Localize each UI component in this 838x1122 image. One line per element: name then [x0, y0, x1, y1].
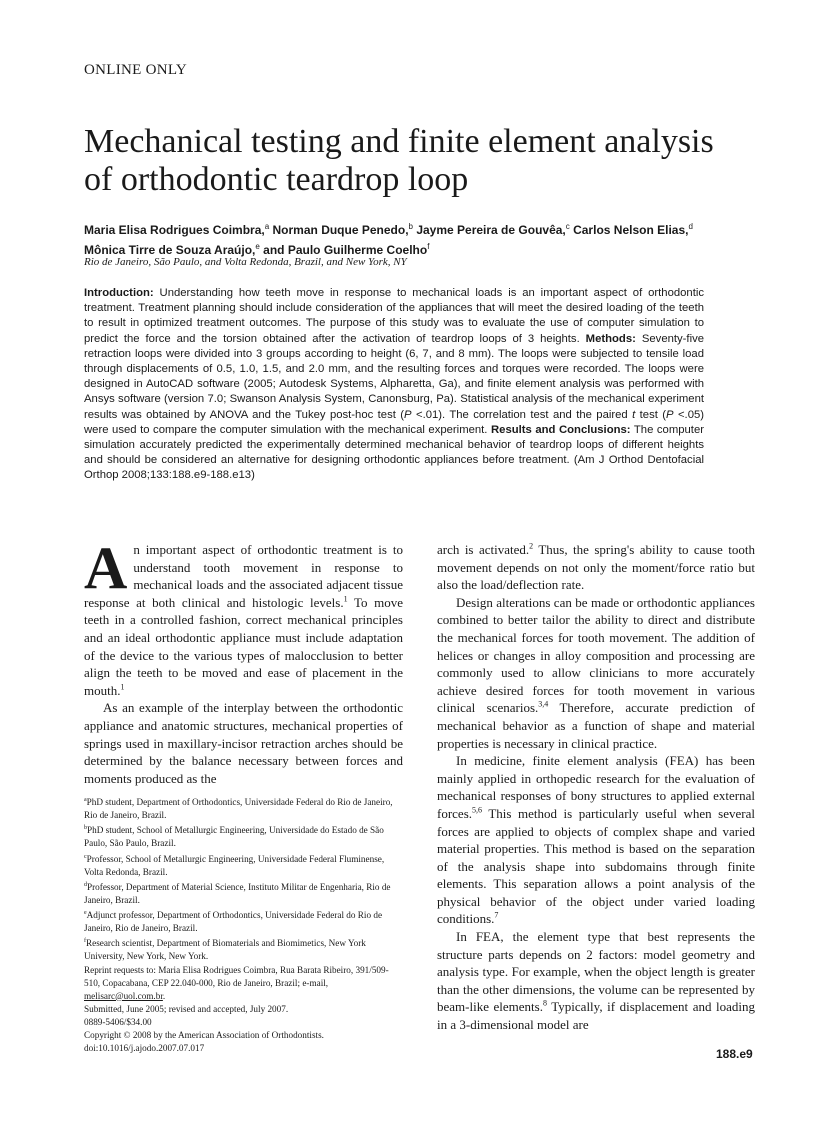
paragraph-text: Therefore, accurate prediction of mechanical behavior as a function of shape and material properties is necessary in clinical practice.: [437, 700, 755, 751]
affiliation-text: Professor, School of Metallurgic Engineering, Universidade Federal Fluminense, Volta Redonda, Brazil.: [84, 853, 385, 877]
author-locations: Rio de Janeiro, São Paulo, and Volta Redonda, Brazil, and New York, NY: [84, 256, 407, 268]
reprint-end: .: [162, 990, 166, 1001]
email-link[interactable]: melisarc@uol.com.br: [84, 990, 163, 1001]
paragraph-text: In medicine, finite element analysis (FEA) has been mainly applied in orthopedic research for the evaluation of mechanical responses of bony structures to applied external forces.: [437, 753, 755, 821]
citation: 8: [542, 999, 547, 1009]
paragraph: [437, 752, 755, 928]
affiliation-mark: b: [408, 222, 413, 231]
page-number: 188.e9: [716, 1047, 753, 1061]
affiliation-mark: f: [84, 938, 86, 945]
affiliation-mark: c: [84, 853, 87, 860]
submission-dates: Submitted, June 2005; revised and accepted, July 2007.: [84, 1003, 289, 1014]
paragraph: [437, 928, 755, 1034]
body-column-left: [84, 535, 403, 787]
affiliation-text: Research scientist, Department of Biomaterials and Biomimetics, New York University, New York, New York.: [84, 938, 366, 962]
paragraph: As an example of the interplay between the orthodontic appliance and anatomic structures, mechanical properties of springs used in maxillary-incisor retraction arches should be determined by the balance necessary between forces and moments produced as the: [84, 700, 403, 786]
issn: 0889-5406/$34.00: [84, 1016, 152, 1027]
abstract-results-label: Results and Conclusions:: [487, 423, 631, 436]
abstract-intro-label: Introduction:: [84, 287, 154, 299]
title-line-2: of orthodontic teardrop loop: [84, 161, 469, 198]
citation: 2: [529, 541, 534, 551]
author: Jayme Pereira de Gouvêa,: [416, 223, 566, 237]
affiliation-note: [84, 851, 403, 879]
abstract-methods-2: <.01). The correlation test and the paired: [411, 408, 633, 421]
abstract-methods-4: <.05) were used to compare the computer simulation with the mechanical experiment.: [84, 408, 705, 436]
abstract-methods: Seventy-five retraction loops were divided into 3 groups according to height (6, 7, and 8 mm). The loops were subjected to tensile load through displacements of 0.5, 1.0, 1.5, and 2.0 mm, and the resulting forces and torques were recorded. The loops were designed in AutoCAD software (2005; Autodesk Systems, Alpharetta, Ga), and finite element analysis was performed with Ansys software (version 7.0; Swanson Analysis System, Canonsburg, Pa). Statistical analysis of the mechanical experiment results was obtained by ANOVA and the Tukey post-hoc test (: [84, 332, 705, 421]
paragraph-text: n important aspect of orthodontic treatment is to understand tooth movement in response to mechanical loads and the associated adjacent tissue response at both clinical and histologic levels.: [84, 542, 403, 610]
paragraph-text: In FEA, the element type that best represents the structure parts depends on 2 factors: model geometry and analysis type. For example, when the object length is greater than the other dimensions, the volume can be represented by beam-like elements.: [437, 929, 755, 1015]
affiliation-mark: e: [255, 241, 260, 251]
abstract-methods-3: test (: [635, 408, 667, 421]
paragraph: [437, 541, 755, 594]
abstract-methods-label: Methods:: [579, 332, 636, 345]
paragraph: [437, 594, 755, 752]
citation: 7: [494, 911, 499, 921]
copyright: Copyright © 2008 by the American Association of Orthodontists.: [84, 1029, 324, 1040]
affiliation-note: [84, 879, 403, 907]
paragraph-text: This method is particularly useful when several forces are applied to objects of complex shape and varied material properties. This method is based on the separation of the analysis shape into subdomains through finite elements. This separation allows a point analysis of the physical behavior of the object under varied loading conditions.: [437, 805, 755, 927]
abstract-intro: Understanding how teeth move in response to mechanical loads is an important aspect of orthodontic treatment. Treatment planning should include consideration of the appliances that will meet the desired loading of the teeth to result in optimized treatment outcomes. The purpose of this study was to evaluate the use of computer simulation to predict the force and the torsion obtained after the activation of teardrop loops of 3 heights.: [84, 287, 704, 345]
affiliation-mark: d: [84, 881, 87, 888]
paragraph: [84, 535, 403, 699]
reprint-requests: [84, 964, 403, 1003]
author: and Paulo Guilherme Coelho: [263, 242, 428, 257]
affiliation-text: Adjunct professor, Department of Orthodontics, Universidade Federal do Rio de Janeiro, Rio de Janeiro, Brazil.: [84, 910, 383, 934]
paragraph-text: Thus, the spring's ability to cause tooth movement depends on not only the moment/force ratio but also the load/deflection rate.: [437, 542, 755, 593]
abstract-results: The computer simulation accurately predicted the experimentally determined mechanical behavior of teardrop loops of different heights and should be considered an alternative for designing orthodontic appliances before treatment. (Am J Orthod Dentofacial Orthop 2008;133:188.e9-188.e13): [84, 423, 704, 482]
body-column-right: [437, 541, 755, 1034]
paragraph-text: To move teeth in a controlled fashion, correct mechanical principles and an ideal orthodontic appliance must include adaptation of the device to the various types of malocclusion to better align the teeth to be moved and ease of placement in the mouth.: [84, 594, 403, 698]
affiliation-note: [84, 822, 403, 850]
paragraph-text: Typically, if displacement and loading in a 3-dimensional model are: [437, 999, 755, 1033]
affiliation-note: [84, 935, 403, 963]
paragraph-text: Design alterations can be made or orthodontic appliances combined to better tailor the ability to direct and distribute the mechanical forces for tooth movement. The addition of helices or changes in alloy composition and processing are commonly used to allow clinicians to more accurately achieve desired forces for tooth movement in various clinical scenarios.: [437, 594, 755, 716]
affiliation-text: PhD student, School of Metallurgic Engineering, Universidade do Estado de São Paulo, São Paulo, Brazil.: [84, 825, 384, 849]
affiliation-mark: d: [688, 222, 693, 231]
citation: 1: [343, 594, 348, 604]
abstract: [84, 286, 704, 484]
doi: doi:10.1016/j.ajodo.2007.07.017: [84, 1043, 205, 1054]
p-symbol: P: [666, 408, 674, 421]
citation: 5,6: [472, 805, 483, 815]
author: Norman Duque Penedo,: [272, 223, 409, 237]
footnotes: [84, 794, 403, 1055]
affiliation-mark: a: [84, 797, 87, 803]
article-title: [84, 123, 764, 199]
paragraph-text: arch is activated.: [437, 542, 530, 557]
affiliation-text: PhD student, Department of Orthodontics, Universidade Federal do Rio de Janeiro, Rio de Janeiro, Brazil.: [84, 797, 393, 821]
reprint-text: Reprint requests to: Maria Elisa Rodrigues Coimbra, Rua Barata Ribeiro, 391/509-510, Copacabana, CEP 22.040-000, Rio de Janeiro, Brazil; e-mail,: [84, 964, 389, 988]
citation: 3,4: [538, 700, 549, 710]
title-line-1: Mechanical testing and finite element analysis: [84, 123, 714, 160]
affiliation-mark: e: [84, 910, 87, 916]
author: Maria Elisa Rodrigues Coimbra,: [84, 223, 265, 237]
affiliation-mark: a: [264, 222, 270, 231]
affiliation-mark: c: [565, 222, 570, 231]
affiliation-text: Professor, Department of Material Science, Instituto Militar de Engenharia, Rio de Janeiro, Brazil.: [84, 881, 391, 905]
section-label: ONLINE ONLY: [84, 62, 188, 78]
citation: 1: [120, 682, 125, 692]
p-symbol: P: [404, 408, 412, 421]
t-symbol: t: [632, 408, 636, 421]
author: Mônica Tirre de Souza Araújo,: [84, 242, 256, 257]
drop-cap: A: [84, 535, 128, 601]
affiliation-mark: b: [84, 825, 87, 832]
affiliation-note: [84, 907, 403, 935]
affiliation-note: [84, 794, 403, 822]
affiliation-mark: f: [427, 241, 430, 251]
author: Carlos Nelson Elias,: [573, 223, 689, 237]
author-list: [84, 219, 764, 258]
